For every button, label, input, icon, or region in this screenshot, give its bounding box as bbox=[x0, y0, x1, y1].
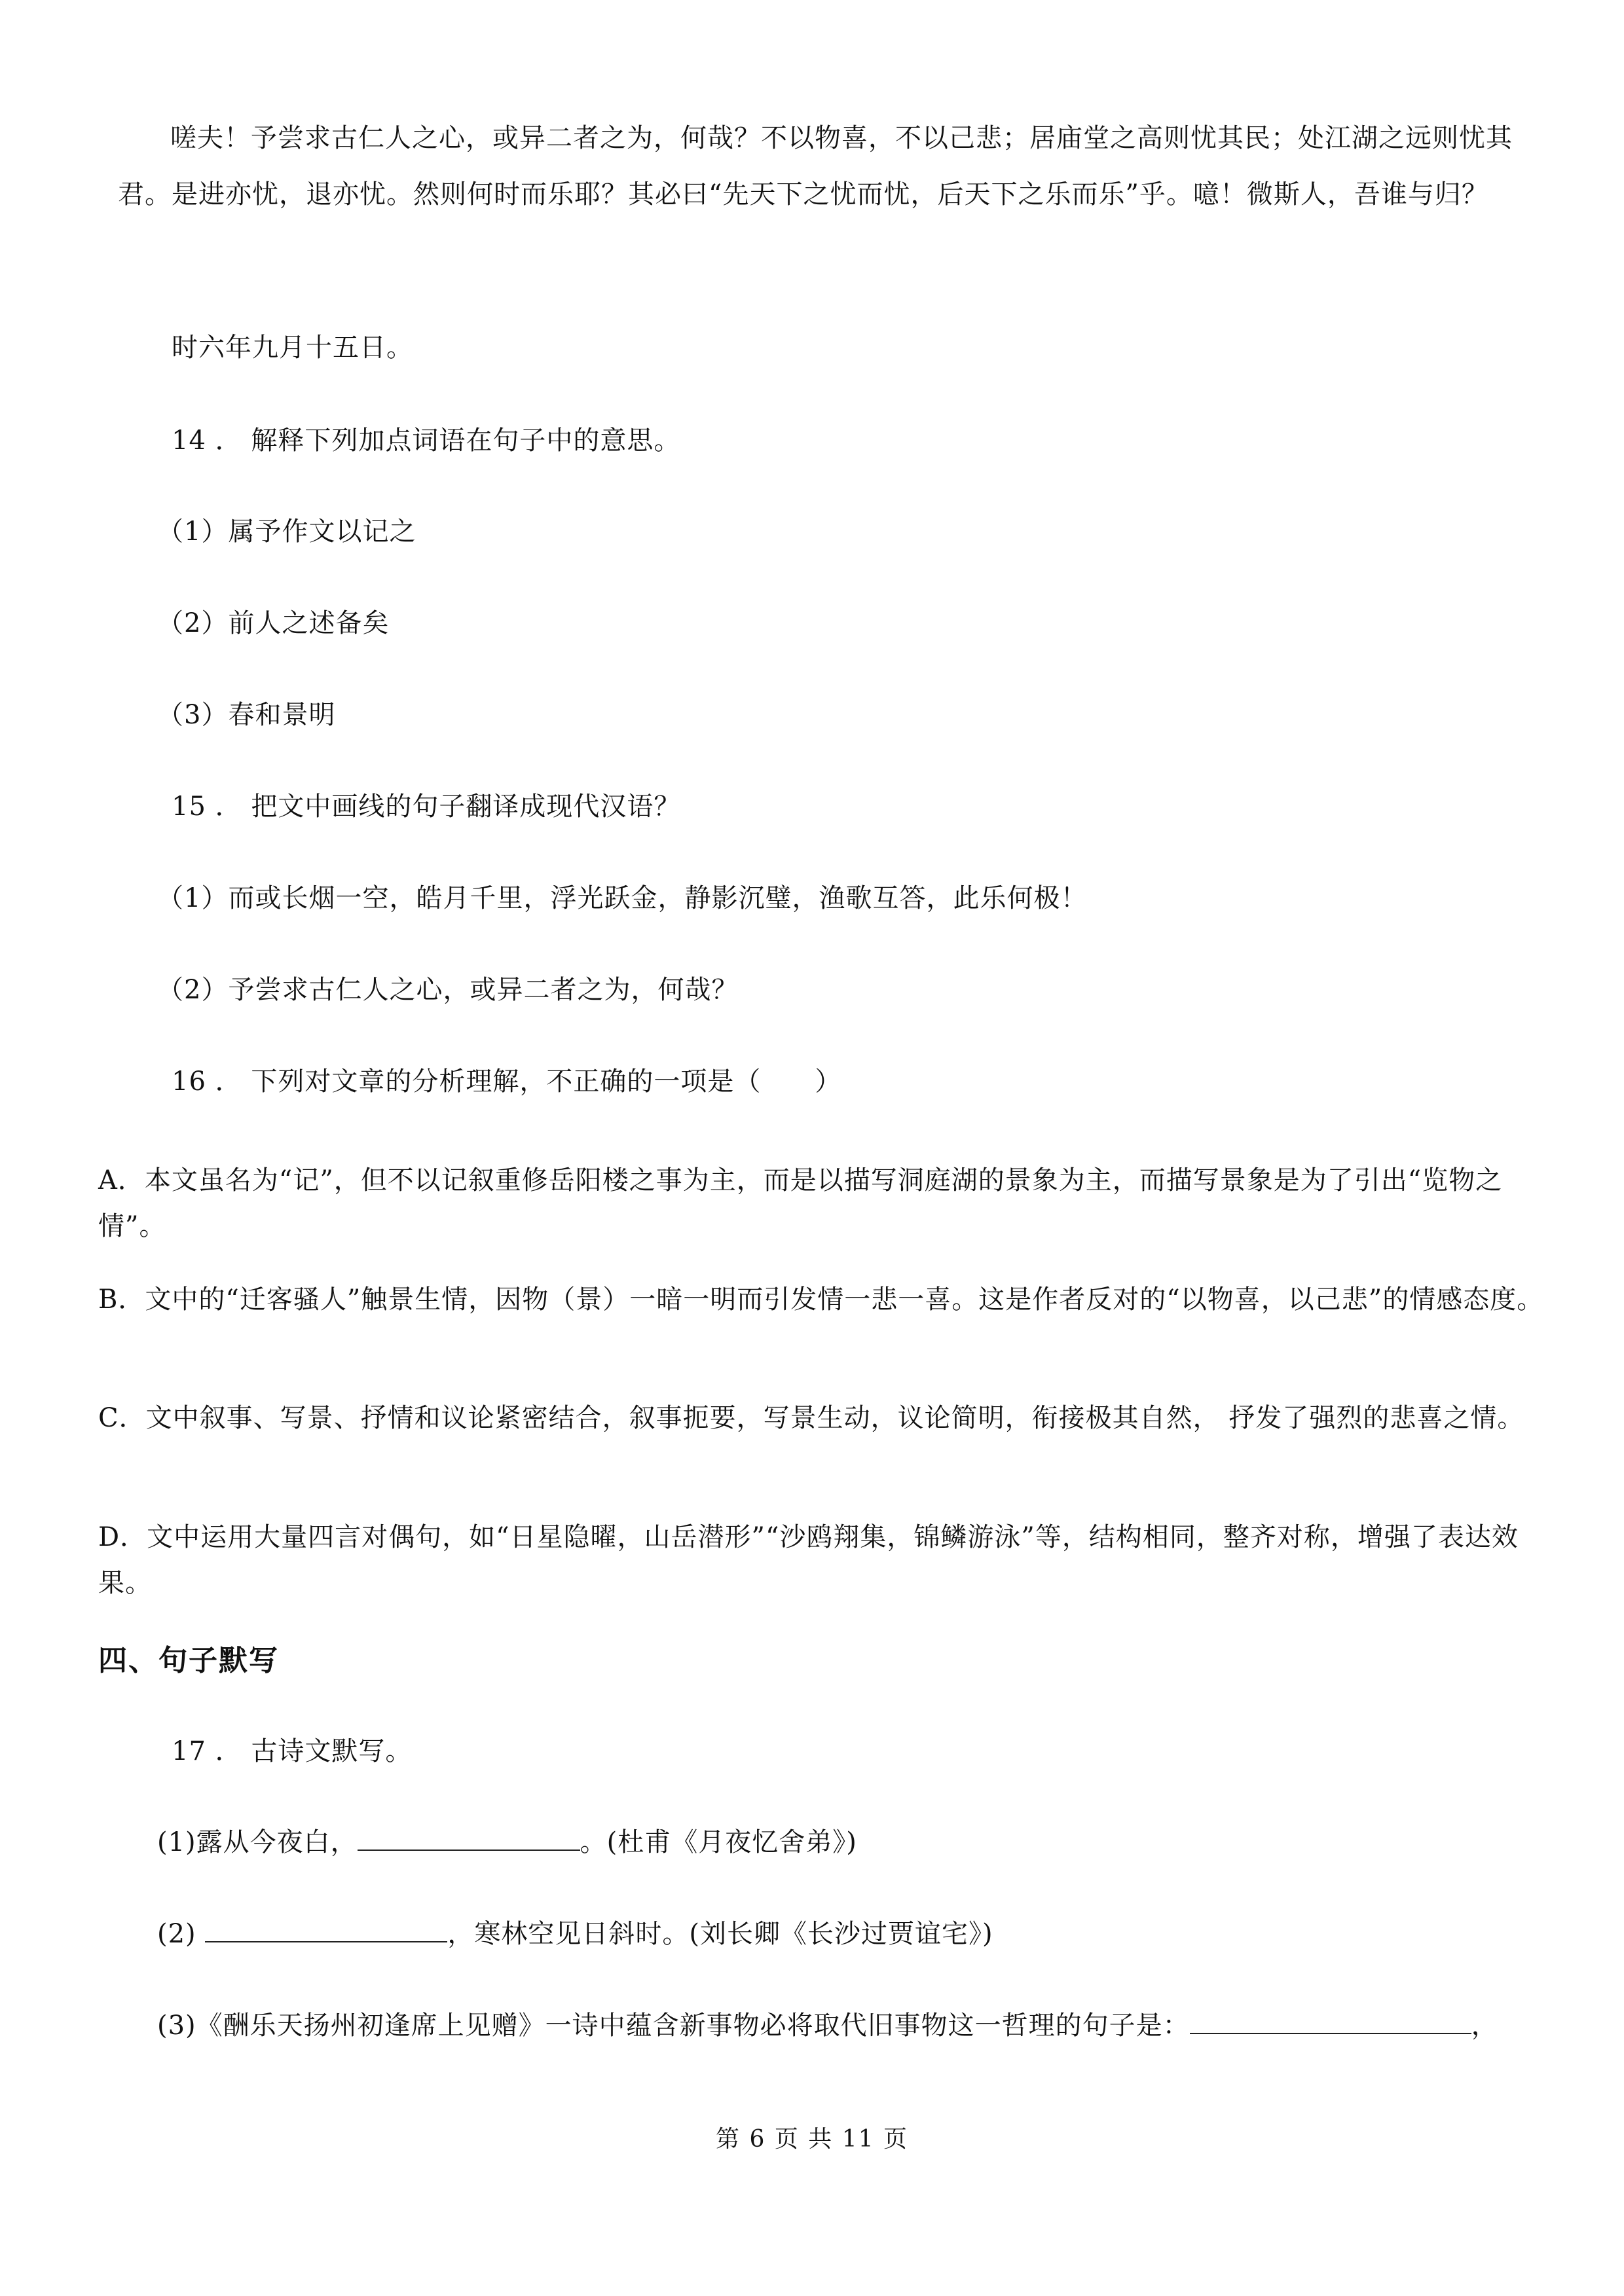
item-2-suffix: ，寒林空见日斜时。(刘长卿《长沙过贾谊宅》) bbox=[447, 1919, 993, 1949]
passage-date: 时六年九月十五日。 bbox=[172, 333, 413, 363]
page-footer: 第 6 页 共 11 页 bbox=[716, 2126, 908, 2153]
question-14-item-2: （2）前人之述备矣 bbox=[157, 608, 390, 638]
question-14-item-3: （3）春和景明 bbox=[157, 700, 336, 730]
question-17-item-2 bbox=[157, 1918, 993, 1950]
option-d: D．文中运用大量四言对偶句，如“日星隐曜，山岳潜形”“沙鸥翔集，锦鳞游泳”等，结构相同，整齐对称，增强了表达效果。 bbox=[98, 1522, 1519, 1598]
question-14-item-1: （1）属予作文以记之 bbox=[157, 517, 416, 547]
option-c: C．文中叙事、写景、抒情和议论紧密结合，叙事扼要，写景生动，议论简明，衔接极其自然， 抒发了强烈的悲喜之情。 bbox=[98, 1403, 1524, 1433]
question-14-stem: 14 ． 解释下列加点词语在句子中的意思。 bbox=[172, 426, 681, 456]
item-3-suffix: ， bbox=[1471, 2011, 1498, 2041]
item-2-prefix: (2) bbox=[157, 1919, 206, 1949]
question-15-item-2: （2）予尝求古仁人之心，或异二者之为，何哉？ bbox=[157, 975, 739, 1005]
question-17-item-1 bbox=[157, 1827, 857, 1858]
question-17-stem: 17 ． 古诗文默写。 bbox=[172, 1736, 413, 1766]
option-b: B．文中的“迁客骚人”触景生情，因物（景）一暗一明而引发情一悲一喜。这是作者反对的“以物喜，以己悲”的情感态度。 bbox=[98, 1285, 1544, 1315]
passage-paragraph: 嗟夫！予尝求古仁人之心，或异二者之为，何哉？不以物喜，不以己悲；居庙堂之高则忧其民；处江湖之远则忧其君。是进亦忧，退亦忧。然则何时而乐耶？其必曰“先天下之忧而忧，后天下之乐而乐”乎。噫！微斯人，吾谁与归？ bbox=[118, 123, 1513, 210]
question-17-item-3 bbox=[157, 2010, 1498, 2041]
answer-blank-2[interactable] bbox=[205, 1919, 447, 1942]
question-15-item-1: （1）而或长烟一空，皓月千里，浮光跃金，静影沉璧，渔歌互答，此乐何极！ bbox=[157, 883, 1088, 913]
item-1-suffix: 。(杜甫《月夜忆舍弟》) bbox=[580, 1827, 857, 1857]
answer-blank-3[interactable] bbox=[1190, 2011, 1471, 2034]
option-a: A．本文虽名为“记”，但不以记叙重修岳阳楼之事为主，而是以描写洞庭湖的景象为主，而描写景象是为了引出“览物之情”。 bbox=[98, 1165, 1503, 1241]
item-1-prefix: (1)露从今夜白， bbox=[157, 1827, 358, 1857]
question-16-stem: 16 ． 下列对文章的分析理解，不正确的一项是（ ） bbox=[172, 1066, 842, 1097]
question-15-stem: 15 ． 把文中画线的句子翻译成现代汉语？ bbox=[172, 792, 681, 822]
answer-blank-1[interactable] bbox=[358, 1827, 580, 1851]
item-3-prefix: (3)《酬乐天扬州初逢席上见赠》一诗中蕴含新事物必将取代旧事物这一哲理的句子是： bbox=[157, 2011, 1190, 2041]
section-heading: 四、句子默写 bbox=[98, 1644, 279, 1677]
